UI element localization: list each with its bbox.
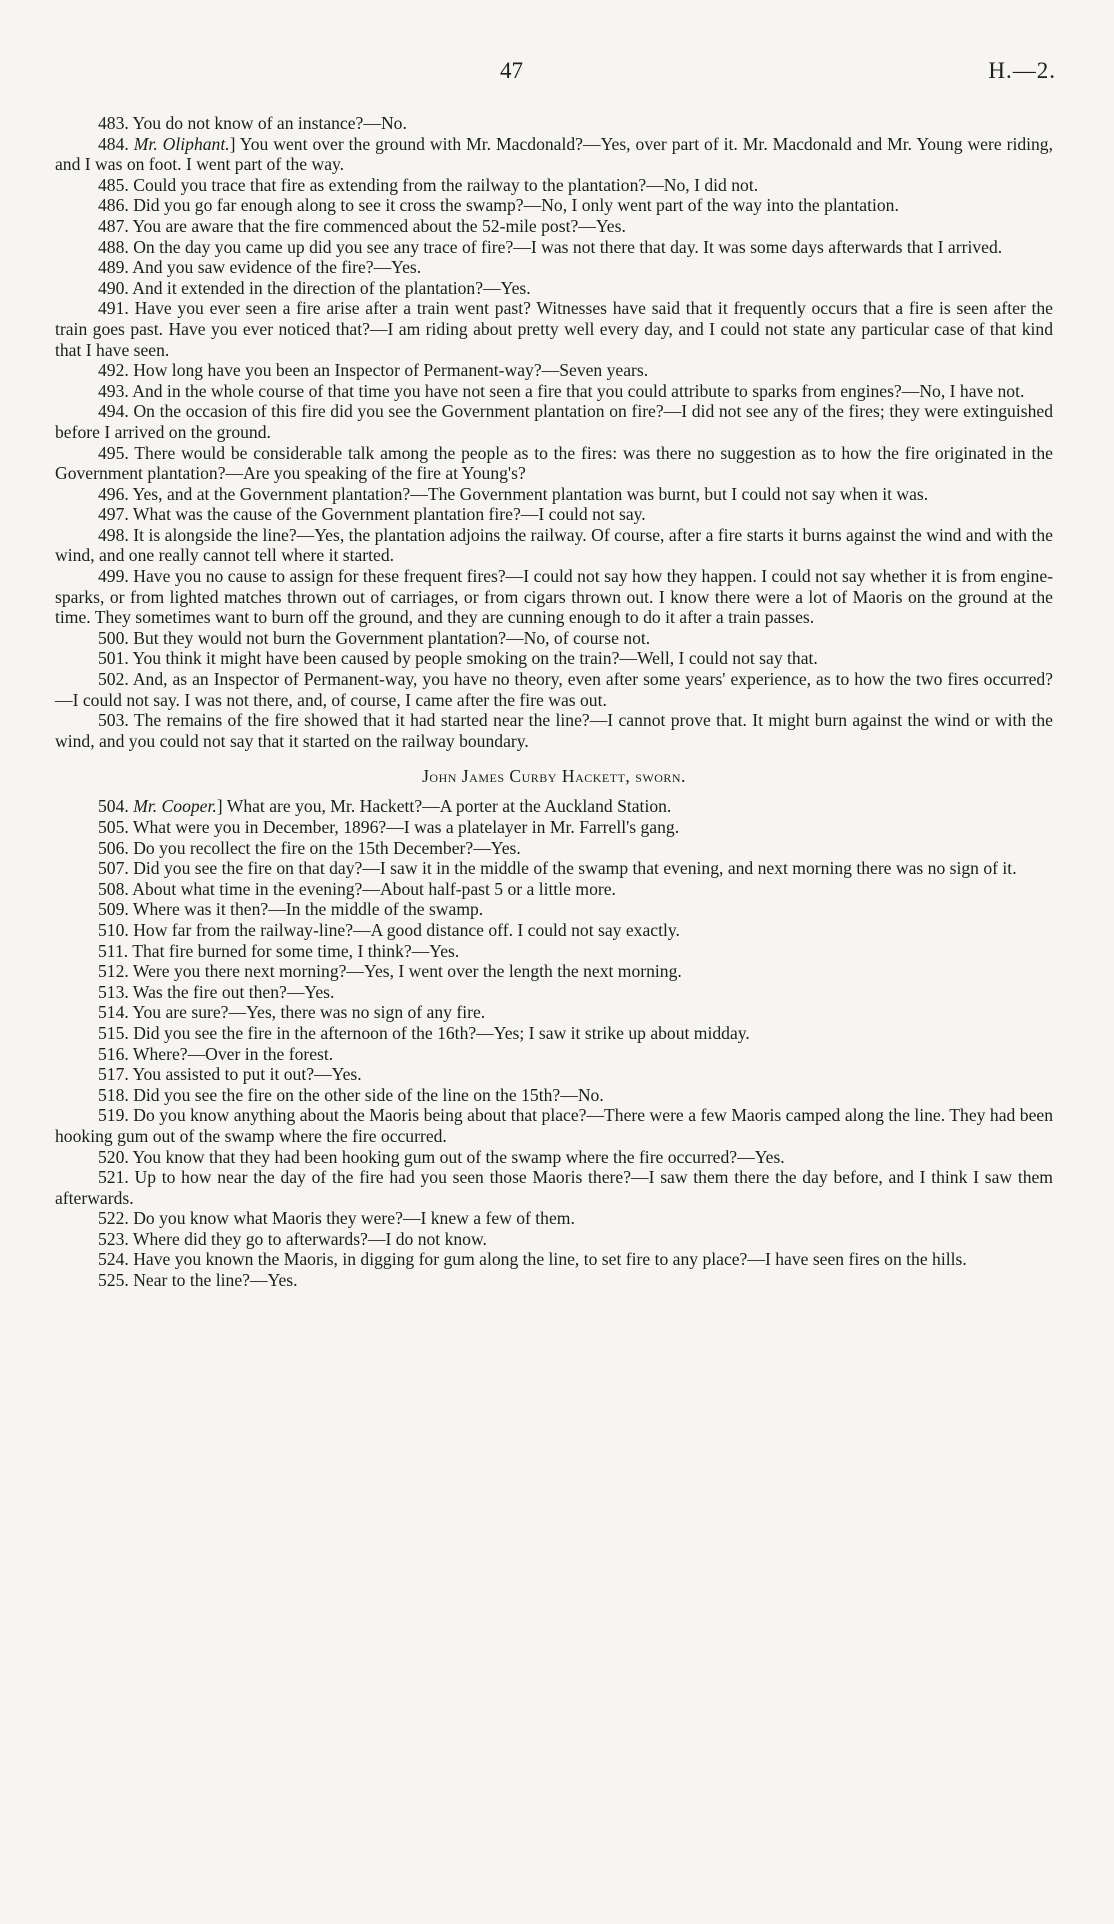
testimony-paragraph [55, 175, 1053, 196]
testimony-text: The remains of the fire showed that it had started near the line?—I cannot prove that. It might burn against the wind or with the wind, and you could not say that it started on the railway boundary. [55, 710, 1053, 751]
testimony-text: Did you see the fire in the afternoon of the 16th?—Yes; I saw it strike up about midday. [133, 1022, 750, 1043]
question-number: 487. [98, 215, 129, 236]
testimony-paragraph [55, 941, 1053, 962]
testimony-paragraph [55, 961, 1053, 982]
testimony-paragraph [55, 216, 1053, 237]
question-number: 521. [98, 1167, 129, 1188]
testimony-paragraph [55, 504, 1053, 525]
question-number: 512. [98, 961, 129, 982]
testimony-paragraph [55, 1064, 1053, 1085]
testimony-text: What was the cause of the Government plantation fire?—I could not say. [132, 504, 646, 525]
testimony-paragraph [55, 710, 1053, 751]
speaker-name: Mr. Cooper. [133, 796, 217, 817]
testimony-paragraph [55, 669, 1053, 710]
witness-heading: John James Curby Hackett, sworn. [422, 766, 686, 787]
question-number: 516. [98, 1043, 129, 1064]
testimony-text: You are sure?—Yes, there was no sign of any fire. [132, 1002, 486, 1023]
testimony-paragraph [55, 899, 1053, 920]
question-number: 520. [98, 1146, 129, 1167]
testimony-text: It is alongside the line?—Yes, the plantation adjoins the railway. Of course, after a fire starts it burns against the wind and with the wind, and one really cannot tell where it started. [55, 524, 1053, 566]
testimony-paragraph [55, 113, 1053, 134]
testimony-paragraph [55, 1085, 1053, 1106]
question-number: 515. [98, 1022, 129, 1043]
question-number: 484. [98, 133, 129, 154]
testimony-text: Near to the line?—Yes. [133, 1270, 298, 1291]
question-number: 511. [98, 940, 129, 961]
testimony-text: That fire burned for some time, I think?—Yes. [132, 940, 460, 961]
testimony-paragraph [55, 278, 1053, 299]
question-number: 491. [98, 298, 129, 319]
testimony-paragraph [55, 237, 1053, 258]
speaker-name: Mr. Oliphant. [133, 133, 230, 154]
testimony-paragraph [55, 443, 1053, 484]
testimony-text: Did you see the fire on the other side of the line on the 15th?—No. [133, 1084, 604, 1105]
question-number: 498. [98, 524, 129, 545]
testimony-paragraph [55, 360, 1053, 381]
question-number: 496. [98, 483, 129, 504]
testimony-text: Did you go far enough along to see it cross the swamp?—No, I only went part of the way into the plantation. [133, 195, 899, 216]
testimony-text: There would be considerable talk among the people as to the fires: was there no suggestion as to how the fire originated in the Government plantation?—Are you speaking of the fire at Young's? [55, 442, 1053, 484]
question-number: 507. [98, 858, 129, 879]
testimony-paragraph [55, 134, 1053, 175]
testimony-text: On the day you came up did you see any trace of fire?—I was not there that day. It was some days afterwards that I arrived. [133, 236, 1003, 257]
question-number: 523. [98, 1228, 129, 1249]
question-number: 483. [98, 113, 129, 133]
testimony-paragraph [55, 796, 1053, 817]
testimony-paragraph [55, 648, 1053, 669]
question-number: 499. [98, 566, 129, 587]
testimony-text: And, as an Inspector of Permanent-way, you have no theory, even after some years' experience, as to how the two fires occurred?—I could not say. I was not there, and, of course, I came after the fire was out. [55, 669, 1053, 710]
testimony-text: Was the fire out then?—Yes. [132, 981, 335, 1002]
question-number: 500. [98, 627, 129, 648]
question-number: 489. [98, 257, 129, 278]
testimony-paragraph [55, 1249, 1053, 1270]
page-number: 47 [500, 58, 523, 83]
question-number: 517. [98, 1064, 129, 1085]
testimony-text: And you saw evidence of the fire?—Yes. [132, 257, 422, 278]
testimony-paragraph [55, 628, 1053, 649]
testimony-text: On the occasion of this fire did you see the Government plantation on fire?—I did not see any of the fires; they were extinguished before I arrived on the ground. [55, 401, 1053, 442]
question-number: 506. [98, 837, 129, 858]
testimony-paragraph [55, 1167, 1053, 1208]
testimony-paragraph [55, 1044, 1053, 1065]
testimony-text: Do you recollect the fire on the 15th December?—Yes. [133, 837, 521, 858]
testimony-paragraph [55, 257, 1053, 278]
testimony-paragraph [55, 484, 1053, 505]
testimony-paragraph [55, 298, 1053, 360]
question-number: 486. [98, 195, 129, 216]
testimony-text: How long have you been an Inspector of Permanent-way?—Seven years. [133, 360, 649, 381]
testimony-paragraph [55, 817, 1053, 838]
question-number: 522. [98, 1208, 129, 1229]
page-header [0, 58, 1114, 88]
question-number: 497. [98, 504, 129, 525]
testimony-paragraph [55, 879, 1053, 900]
testimony-text: Up to how near the day of the fire had you seen those Maoris there?—I saw them there the day before, and I think I saw them afterwards. [55, 1167, 1053, 1208]
question-number: 525. [98, 1270, 129, 1291]
testimony-text: Yes, and at the Government plantation?—The Government plantation was burnt, but I could not say when it was. [132, 483, 929, 504]
testimony-text: Could you trace that fire as extending from the railway to the plantation?—No, I did not. [133, 174, 759, 195]
testimony-paragraph [55, 566, 1053, 628]
testimony-paragraph [55, 982, 1053, 1003]
question-number: 510. [98, 919, 129, 940]
testimony-paragraph [55, 838, 1053, 859]
testimony-text: And it extended in the direction of the plantation?—Yes. [132, 277, 531, 298]
question-number: 504. [98, 796, 129, 817]
testimony-paragraph [55, 858, 1053, 879]
testimony-text: What were you in December, 1896?—I was a platelayer in Mr. Farrell's gang. [132, 817, 680, 837]
question-number: 519. [98, 1105, 129, 1126]
testimony-paragraph [55, 1229, 1053, 1250]
testimony-text: Where was it then?—In the middle of the swamp. [132, 899, 484, 920]
testimony-paragraph [55, 1002, 1053, 1023]
question-number: 518. [98, 1084, 129, 1105]
testimony-text: Where did they go to afterwards?—I do not know. [132, 1228, 487, 1249]
testimony-text: You do not know of an instance?—No. [132, 113, 407, 133]
inspector-testimony [55, 113, 1053, 751]
testimony-paragraph [55, 381, 1053, 402]
question-number: 502. [98, 669, 129, 690]
testimony-text: Do you know what Maoris they were?—I knew a few of them. [133, 1208, 575, 1229]
testimony-paragraph [55, 195, 1053, 216]
question-number: 495. [98, 442, 129, 463]
question-number: 524. [98, 1249, 129, 1270]
question-number: 514. [98, 1002, 129, 1023]
testimony-paragraph [55, 1023, 1053, 1044]
question-number: 493. [98, 380, 129, 401]
testimony-text: But they would not burn the Government plantation?—No, of course not. [133, 627, 651, 648]
testimony-text: Were you there next morning?—Yes, I went over the length the next morning. [132, 961, 682, 982]
question-number: 508. [98, 878, 129, 899]
testimony-text: You think it might have been caused by people smoking on the train?—Well, I could not say that. [132, 648, 818, 669]
testimony-paragraph [55, 1208, 1053, 1229]
testimony-text: Have you ever seen a fire arise after a train went past? Witnesses have said that it frequently occurs that a fire is seen after the train goes past. Have you ever noticed that?—I am riding about pretty well every day, and I could not state any particular case of that kind that I have seen. [55, 298, 1053, 360]
question-number: 492. [98, 360, 129, 381]
document-body [55, 113, 1053, 1291]
question-number: 488. [98, 236, 129, 257]
testimony-paragraph [55, 1105, 1053, 1146]
testimony-text: Do you know anything about the Maoris being about that place?—There were a few Maoris camped along the line. They had been hooking gum out of the swamp where the fire occurred. [55, 1105, 1053, 1146]
question-number: 485. [98, 174, 129, 195]
question-number: 503. [98, 710, 129, 731]
question-number: 490. [98, 277, 129, 298]
hackett-testimony [55, 796, 1053, 1290]
document-reference: H.—2. [988, 58, 1056, 83]
testimony-text: You are aware that the fire commenced about the 52-mile post?—Yes. [132, 215, 626, 236]
testimony-text: How far from the railway-line?—A good distance off. I could not say exactly. [133, 919, 680, 940]
question-number: 505. [98, 817, 129, 837]
testimony-text: Have you no cause to assign for these frequent fires?—I could not say how they happen. I could not say whether it is from engine-sparks, or from lighted matches thrown out of carriages, or from cigars thrown out. I know there were a lot of Maoris on the ground at the time. They sometimes want to burn off the ground, and they are cunning enough to do it after a train passes. [55, 566, 1053, 628]
testimony-paragraph [55, 920, 1053, 941]
testimony-text: Have you known the Maoris, in digging for gum along the line, to set fire to any place?—I have seen fires on the hills. [133, 1249, 967, 1270]
testimony-paragraph [55, 1270, 1053, 1291]
testimony-text: Did you see the fire on that day?—I saw it in the middle of the swamp that evening, and next morning there was no sign of it. [133, 858, 1017, 879]
testimony-text: About what time in the evening?—About half-past 5 or a little more. [132, 878, 616, 899]
question-number: 513. [98, 981, 129, 1002]
testimony-paragraph [55, 525, 1053, 566]
question-number: 501. [98, 648, 129, 669]
testimony-text: You assisted to put it out?—Yes. [132, 1064, 362, 1085]
testimony-text: And in the whole course of that time you have not seen a fire that you could attribute to sparks from engines?—No, I have not. [132, 380, 1025, 401]
testimony-text: You know that they had been hooking gum out of the swamp where the fire occurred?—Yes. [132, 1146, 785, 1167]
testimony-text: Where?—Over in the forest. [132, 1043, 334, 1064]
testimony-text: ] You went over the ground with Mr. Macdonald?—Yes, over part of it. Mr. Macdonald and Mr. Young were riding, and I was on foot. I went part of the way. [55, 133, 1054, 175]
question-number: 509. [98, 899, 129, 920]
testimony-paragraph [55, 401, 1053, 442]
testimony-text: ] What are you, Mr. Hackett?—A porter at the Auckland Station. [216, 796, 672, 817]
question-number: 494. [98, 401, 129, 422]
testimony-paragraph [55, 1147, 1053, 1168]
